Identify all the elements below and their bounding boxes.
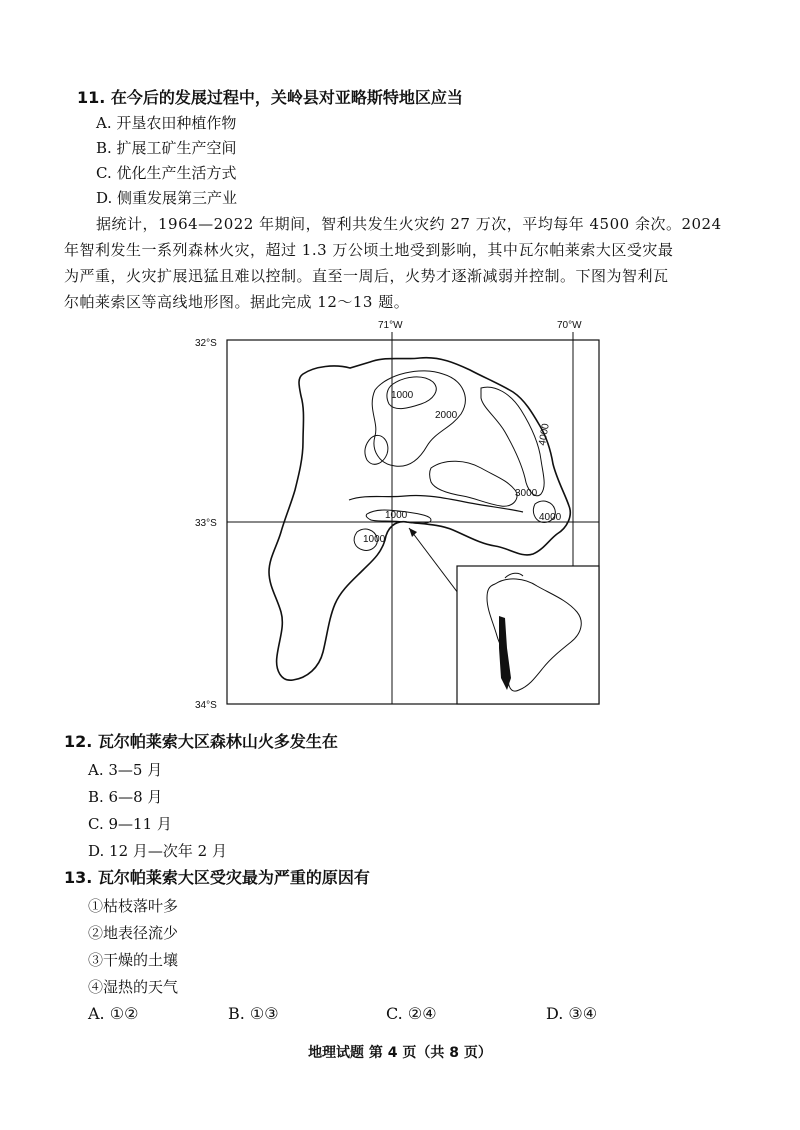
question-13-choice-d: D. ③④ bbox=[546, 1004, 598, 1023]
contour-label: 3000 bbox=[515, 488, 538, 499]
passage-line-1: 据统计，1964—2022 年期间，智利共发生火灾约 27 万次，平均每年 4500 余次。2024 bbox=[96, 215, 722, 233]
question-12-option-d: D. 12 月—次年 2 月 bbox=[88, 842, 227, 860]
lon-label-71w: 71°W bbox=[378, 320, 403, 331]
question-13-item-2: ②地表径流少 bbox=[88, 924, 179, 942]
contour-label: 1000 bbox=[391, 390, 414, 401]
passage-line-2: 年智利发生一系列森林火灾，超过 1.3 万公顷土地受到影响，其中瓦尔帕莱索大区受灾最 bbox=[64, 241, 674, 259]
question-11-option-d: D. 侧重发展第三产业 bbox=[96, 189, 238, 207]
contour-label: 2000 bbox=[435, 410, 458, 421]
question-11-option-c: C. 优化生产生活方式 bbox=[96, 164, 237, 182]
passage-line-4: 尔帕莱索区等高线地形图。据此完成 12～13 题。 bbox=[64, 293, 410, 311]
contour-map bbox=[195, 318, 615, 713]
lon-label-70w: 70°W bbox=[557, 320, 582, 331]
contour-line bbox=[365, 435, 388, 464]
contour-label: 1000 bbox=[363, 534, 386, 545]
question-12-option-c: C. 9—11 月 bbox=[88, 815, 172, 833]
contour-label: 1000 bbox=[385, 510, 408, 521]
question-13-item-3: ③干燥的土壤 bbox=[88, 951, 179, 969]
question-13-item-4: ④湿热的天气 bbox=[88, 978, 179, 996]
lat-label-33s: 33°S bbox=[195, 518, 217, 529]
question-12-option-b: B. 6—8 月 bbox=[88, 788, 163, 806]
lat-label-32s: 32°S bbox=[195, 338, 217, 349]
boundary-line bbox=[349, 495, 523, 512]
question-13-choice-b: B. ①③ bbox=[228, 1004, 279, 1023]
contour-label: 4000 bbox=[539, 512, 562, 523]
question-11-option-a: A. 开垦农田种植作物 bbox=[96, 114, 237, 132]
question-12-stem: 12. 瓦尔帕莱索大区森林山火多发生在 bbox=[64, 732, 338, 751]
question-13-stem: 13. 瓦尔帕莱索大区受灾最为严重的原因有 bbox=[64, 868, 370, 887]
page-footer: 地理试题 第 4 页（共 8 页） bbox=[308, 1045, 492, 1061]
passage-line-3: 为严重，火灾扩展迅猛且难以控制。直至一周后，火势才逐渐减弱并控制。下图为智利瓦 bbox=[64, 267, 669, 285]
question-13-item-1: ①枯枝落叶多 bbox=[88, 897, 179, 915]
contour-label: 4000 bbox=[537, 422, 552, 447]
question-13-choice-c: C. ②④ bbox=[386, 1004, 437, 1023]
question-11-stem: 11. 在今后的发展过程中，关岭县对亚略斯特地区应当 bbox=[77, 88, 463, 107]
contour-line bbox=[430, 461, 518, 506]
question-12-option-a: A. 3—5 月 bbox=[88, 761, 163, 779]
arrow-head-icon bbox=[409, 528, 417, 537]
contour-line bbox=[481, 387, 544, 496]
question-13-choice-a: A. ①② bbox=[88, 1004, 139, 1023]
lat-label-34s: 34°S bbox=[195, 700, 217, 711]
question-11-option-b: B. 扩展工矿生产空间 bbox=[96, 139, 237, 157]
